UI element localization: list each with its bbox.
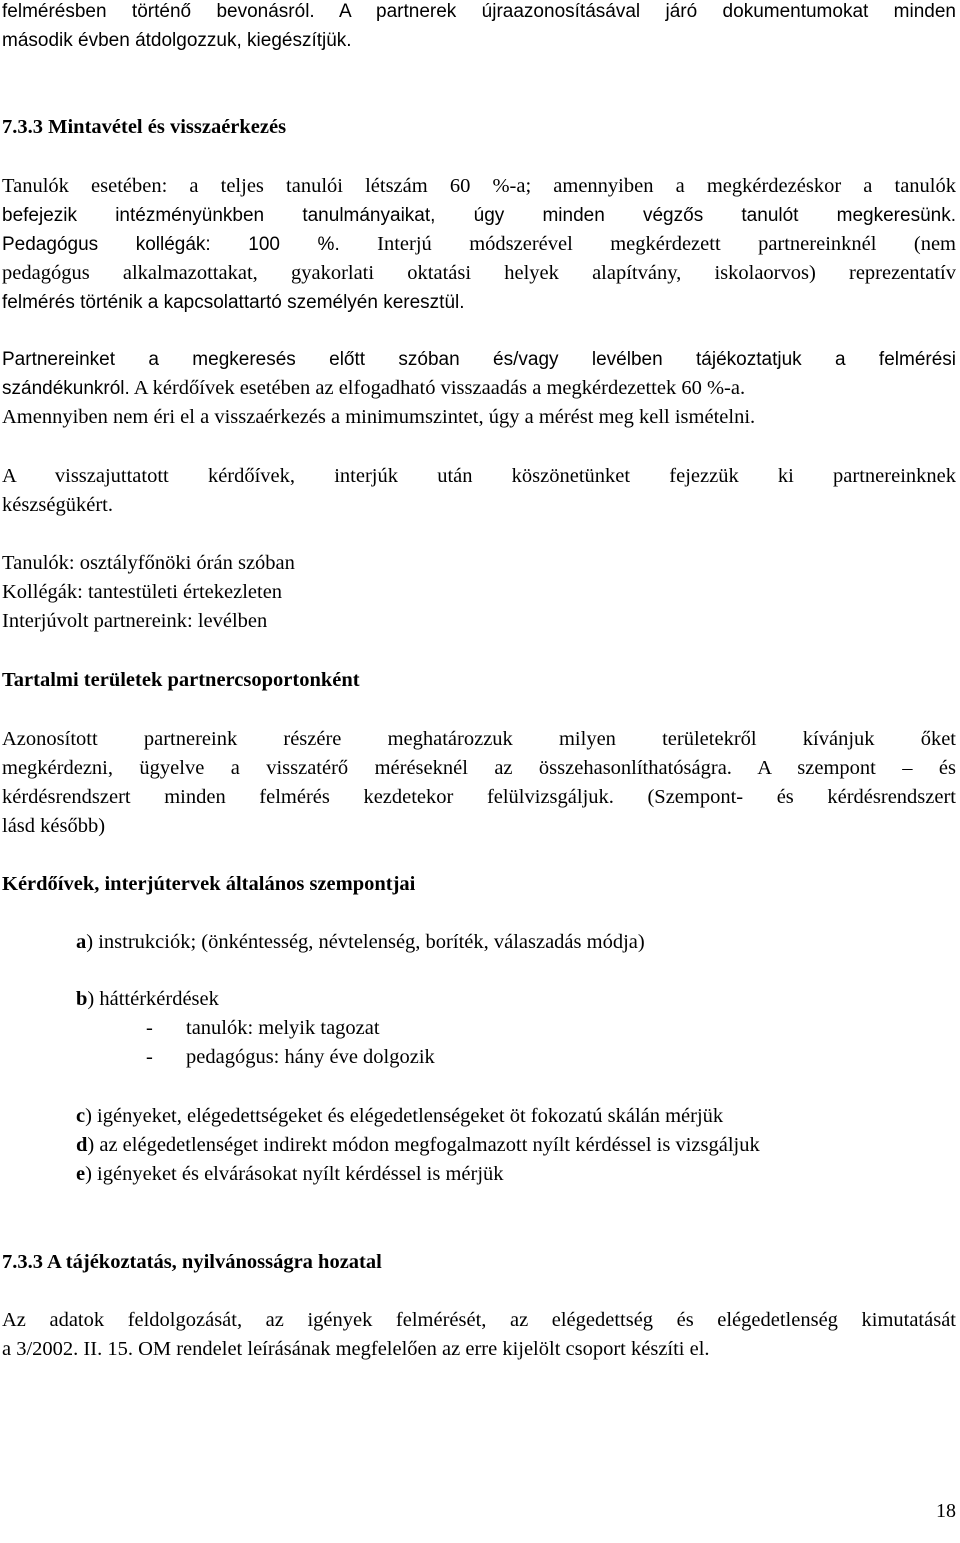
text-line: befejezik intézményünkben tanulmányaikat, úgy minden végzős tanulót megkeresünk.	[2, 205, 956, 226]
text-line: Partnereinket a megkeresés előtt szóban és/vagy levélben tájékoztatjuk a felmérési	[2, 349, 956, 370]
publicity-paragraph	[2, 1306, 956, 1364]
subitem-text: pedagógus: hány éve dolgozik	[186, 1046, 435, 1068]
subitem-text: tanulók: melyik tagozat	[186, 1017, 380, 1039]
item-text: ) instrukciók; (önkéntesség, névtelenség, boríték, válaszadás módja)	[86, 931, 645, 953]
item-text: ) igényeket, elégedettségeket és elégedetlenségeket öt fokozatú skálán mérjük	[85, 1105, 724, 1127]
text-line: készségükért.	[2, 494, 113, 516]
page-number: 18	[936, 1500, 956, 1522]
text-line	[2, 230, 956, 259]
item-letter: b	[76, 988, 88, 1010]
item-letter: a	[76, 931, 87, 953]
text-line: felmérésben történő bevonásról. A partnerek újraazonosításával járó dokumentumokat minden	[2, 1, 956, 22]
text-run: Pedagógus kollégák: 100 %.	[2, 234, 340, 255]
sampling-paragraph	[2, 172, 956, 317]
section-heading-content-areas: Tartalmi területek partnercsoportonként	[2, 669, 360, 691]
item-text: ) igényeket és elvárásokat nyílt kérdéssel is mérjük	[85, 1163, 504, 1185]
section-heading-publicity: 7.3.3 A tájékoztatás, nyilvánosságra hozatal	[2, 1251, 382, 1273]
aspect-subitem	[146, 1043, 435, 1072]
item-text: ) háttérkérdések	[87, 988, 219, 1010]
text-line: kérdésrendszert minden felmérés kezdetekor felülvizsgáljuk. (Szempont- és kérdésrendszert	[2, 786, 956, 808]
list-item: Kollégák: tantestületi értekezleten	[2, 581, 283, 603]
text-line: A visszajuttatott kérdőívek, interjúk után köszönetünket fejezzük ki partnereinknek	[2, 465, 956, 487]
aspect-item-d	[76, 1131, 956, 1160]
intro-paragraph	[2, 0, 956, 55]
text-line: Azonosított partnereink részére meghatározzuk milyen területekről kívánjuk őket	[2, 728, 956, 750]
item-letter: c	[76, 1105, 86, 1127]
text-line: második évben átdolgozzuk, kiegészítjük.	[2, 30, 352, 51]
content-areas-paragraph	[2, 725, 956, 841]
item-text: ) az elégedetlenséget indirekt módon megfogalmazott nyílt kérdéssel is vizsgáljuk	[87, 1134, 760, 1156]
text-line: megkérdezni, ügyelve a visszatérő méréseknél az összehasonlíthatóságra. A szempont – és	[2, 757, 956, 779]
aspect-item-a	[76, 928, 956, 957]
text-line: Amennyiben nem éri el a visszaérkezés a minimumszintet, úgy a mérést meg kell ismételni.	[2, 406, 756, 428]
text-run: szándékunkról.	[2, 378, 130, 399]
text-run: Interjú módszerével megkérdezett partnereinknél (nem	[377, 233, 956, 255]
thanks-paragraph	[2, 462, 956, 520]
text-run: A kérdőívek esetében az elfogadható visszaadás a megkérdezettek 60 %-a.	[133, 377, 746, 399]
section-heading-sampling: 7.3.3 Mintavétel és visszaérkezés	[2, 116, 287, 138]
notification-paragraph	[2, 345, 956, 432]
section-heading-aspects: Kérdőívek, interjútervek általános szempontjai	[2, 873, 416, 895]
text-line: felmérés történik a kapcsolattartó személyén keresztül.	[2, 292, 465, 313]
text-line: a 3/2002. II. 15. OM rendelet leírásának megfelelően az erre kijelölt csoport készíti el.	[2, 1338, 710, 1360]
channels-list	[2, 549, 956, 636]
text-line: Tanulók esetében: a teljes tanulói létszám 60 %-a; amennyiben a megkérdezéskor a tanulók	[2, 175, 956, 197]
text-line	[2, 374, 956, 403]
dash-bullet: -	[146, 1017, 153, 1039]
text-line: Az adatok feldolgozását, az igények felmérését, az elégedettség és elégedetlenség kimutatását	[2, 1309, 956, 1331]
text-line: lásd később)	[2, 815, 106, 837]
text-line: pedagógus alkalmazottakat, gyakorlati oktatási helyek alapítvány, iskolaorvos) reprezentatív	[2, 262, 956, 284]
aspect-item-b	[76, 985, 956, 1014]
aspect-item-e	[76, 1160, 956, 1189]
dash-bullet: -	[146, 1046, 153, 1068]
aspect-item-c	[76, 1102, 956, 1131]
item-letter: e	[76, 1163, 86, 1185]
list-item: Interjúvolt partnereink: levélben	[2, 610, 268, 632]
aspect-subitem	[146, 1014, 380, 1043]
item-letter: d	[76, 1134, 88, 1156]
list-item: Tanulók: osztályfőnöki órán szóban	[2, 552, 295, 574]
